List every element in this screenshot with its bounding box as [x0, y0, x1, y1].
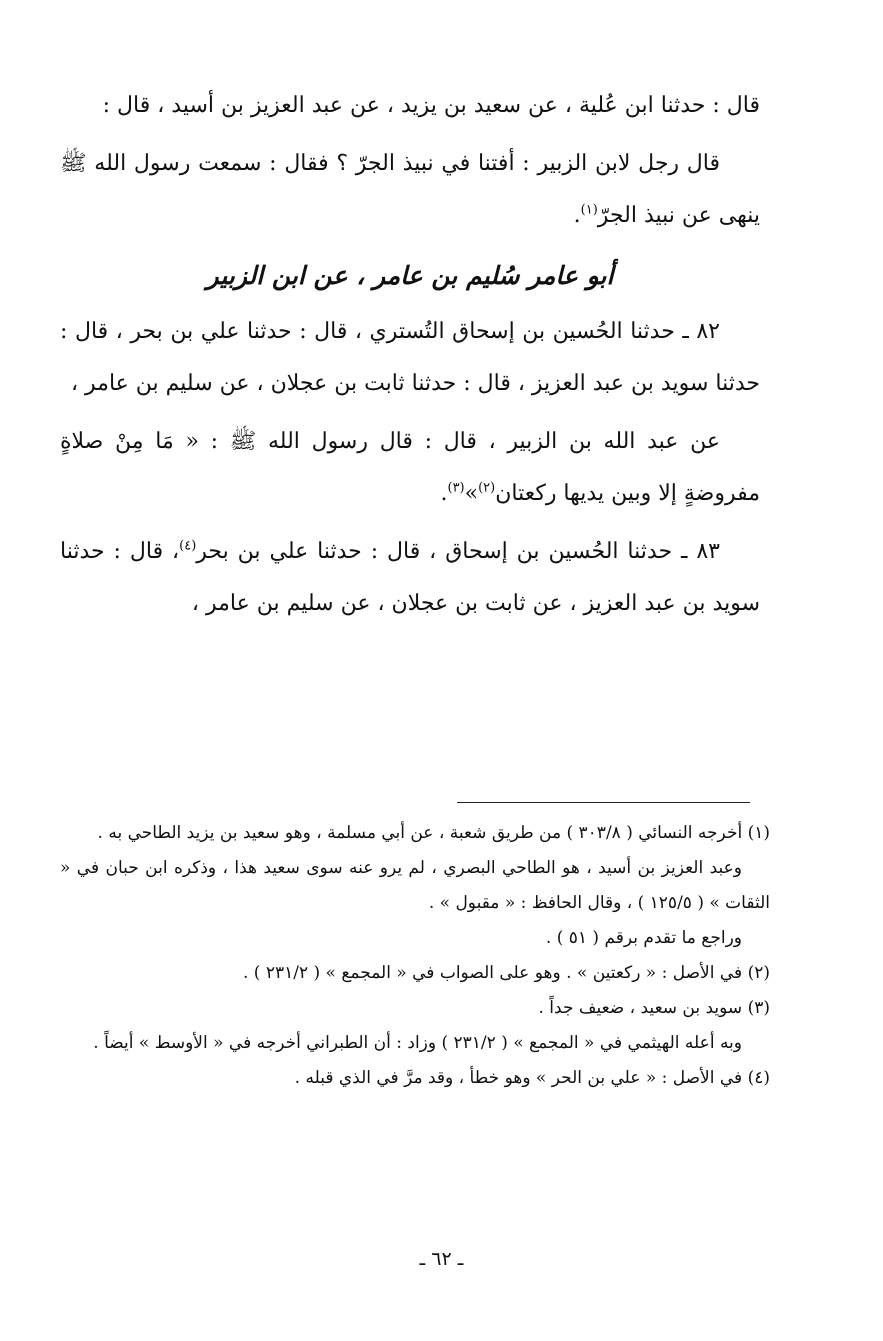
hadith-82-end: .	[440, 481, 448, 506]
hadith-83-start: ٨٣ ـ حدثنا الحُسين بن إسحاق ، قال : حدثنا علي بن بحر	[196, 539, 720, 564]
section-heading: أبو عامر سُليم بن عامر ، عن ابن الزبير	[206, 261, 614, 290]
hadith-83-rest: ، قال : حدثنا سويد بن عبد العزيز ، عن ثابت بن عجلان ، عن سليم بن عامر ،	[60, 539, 760, 616]
footnote-ref-2: (٢)	[478, 480, 496, 496]
footnotes	[60, 816, 770, 1096]
footnote-1-reference: وراجع ما تقدم برقم ( ٥١ ) .	[545, 928, 742, 948]
paragraph-1: قال : حدثنا ابن عُلية ، عن سعيد بن يزيد ، عن عبد العزيز بن أسيد ، قال :	[102, 93, 760, 118]
hadith-82-body: عن عبد الله بن الزبير ، قال : قال رسول الله ﷺ : « مَا مِنْ صلاةٍ مفروضةٍ إلا وبين يديها ركعتان	[60, 429, 760, 506]
hadith-82-chain: ٨٢ ـ حدثنا الحُسين بن إسحاق التُستري ، قال : حدثنا علي بن بحر ، قال : حدثنا سويد بن عبد العزيز ، قال : حدثنا ثابت بن عجلان ، عن سليم بن عامر ،	[60, 319, 760, 396]
hadith-83-chain	[60, 526, 760, 630]
footnote-1-continued: وعبد العزيز بن أسيد ، هو الطاحي البصري ، لم يرو عنه سوى سعيد هذا ، وذكره ابن حبان في « الثقات » ( ١٢٥/٥ ) ، وقال الحافظ : « مقبول » .	[60, 858, 770, 913]
paragraph-2-end: .	[573, 203, 581, 228]
footnote-4: (٤) في الأصل : « علي بن الحر » وهو خطأ ، وقد مرَّ في الذي قبله .	[294, 1068, 770, 1088]
footnote-ref-4: (٤)	[179, 538, 197, 554]
footnote-ref-3: (٣)	[447, 480, 465, 496]
page-number: ـ ٦٢ ـ	[419, 1248, 464, 1270]
paragraph-2-text: قال رجل لابن الزبير : أفتنا في نبيذ الجرّ ؟ فقال : سمعت رسول الله ﷺ ينهى عن نبيذ الجرّ	[60, 151, 760, 228]
footnote-1: (١) أخرجه النسائي ( ٣٠٣/٨ ) من طريق شعبة ، عن أبي مسلمة ، وهو سعيد بن يزيد الطاحي به .	[97, 823, 770, 843]
footnote-2: (٢) في الأصل : « ركعتين » . وهو على الصواب في « المجمع » ( ٢٣١/٢ ) .	[242, 963, 770, 983]
paragraph-2	[60, 138, 760, 242]
main-text	[60, 80, 760, 636]
footnote-3: (٣) سويد بن سعيد ، ضعيف جداً .	[538, 998, 770, 1018]
footnote-ref-1: (١)	[580, 202, 598, 218]
footnote-separator	[457, 802, 750, 803]
footnote-3-continued: وبه أعله الهيثمي في « المجمع » ( ٢٣١/٢ ) وزاد : أن الطبراني أخرجه في « الأوسط » أيضاً .	[93, 1033, 742, 1053]
hadith-82-quote-close: »	[464, 481, 479, 506]
hadith-82-text	[60, 416, 760, 520]
